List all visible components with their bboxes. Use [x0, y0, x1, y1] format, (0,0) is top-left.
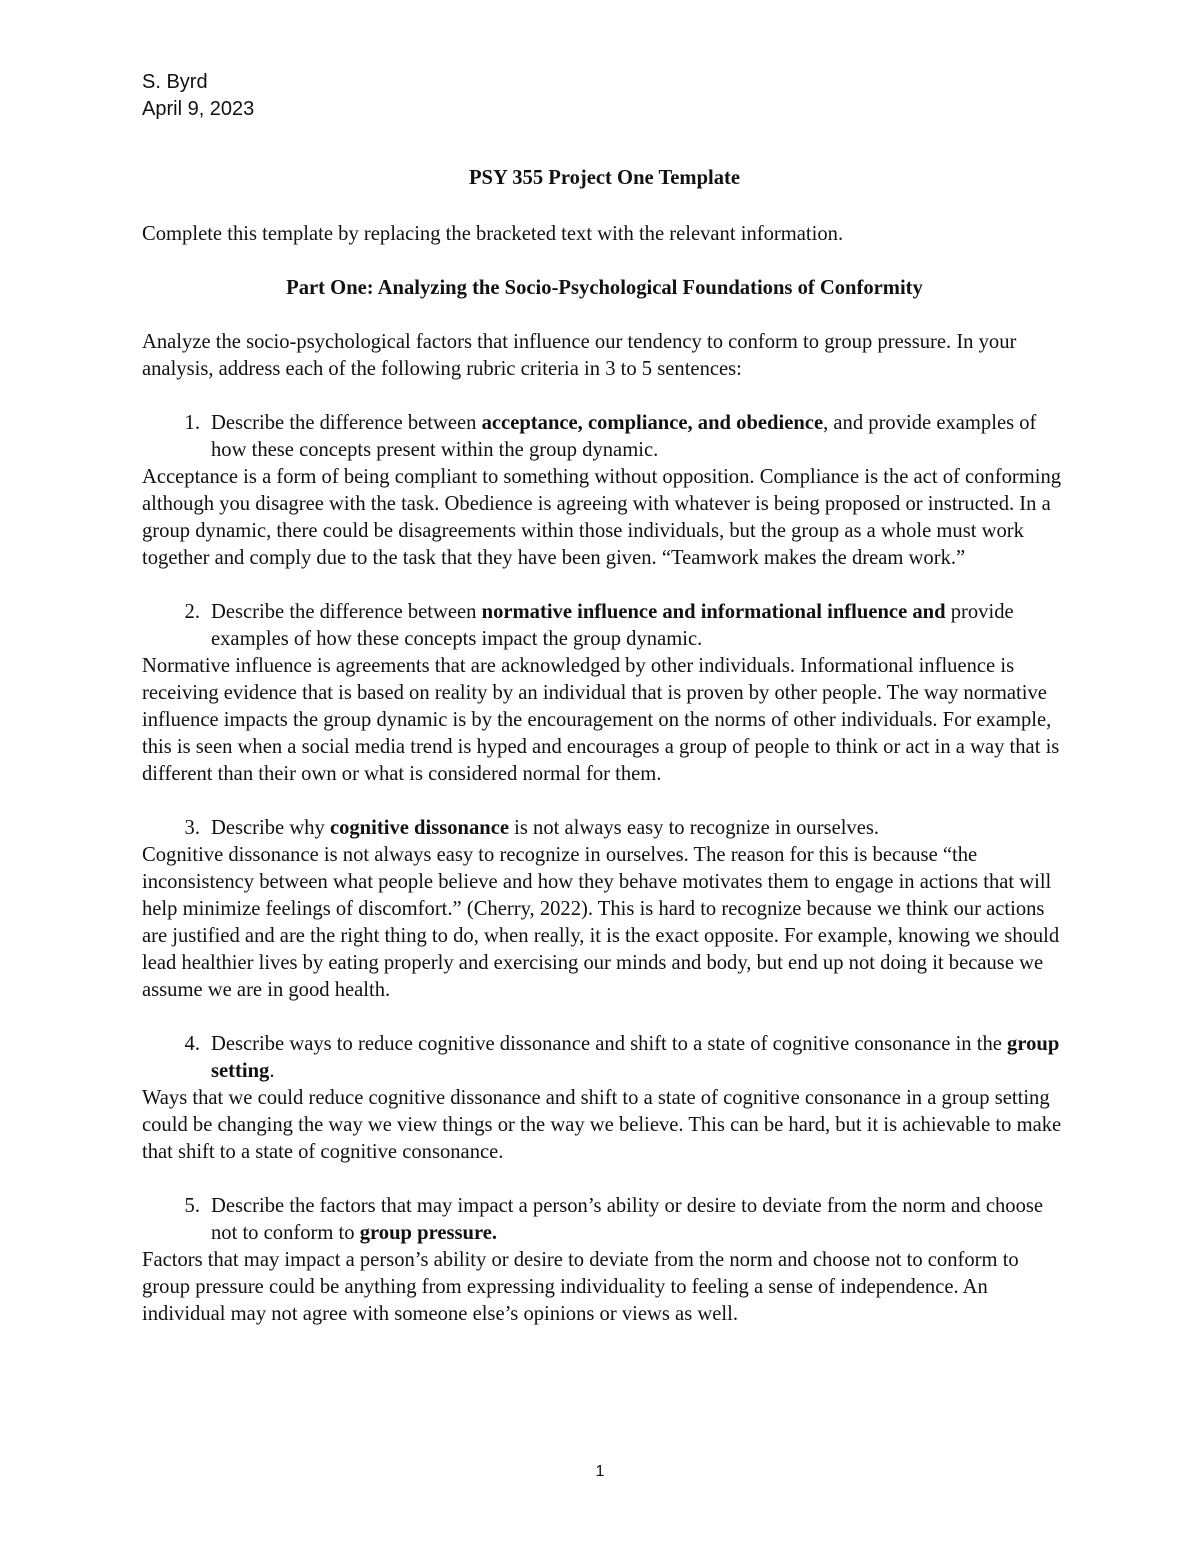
question-prompt [211, 599, 1067, 653]
template-instructions: Complete this template by replacing the bracketed text with the relevant information. [142, 223, 844, 245]
prompt-bold-text: acceptance, compliance, and obedience [481, 412, 824, 434]
part-one-heading: Part One: Analyzing the Socio-Psychological Foundations of Conformity [286, 277, 923, 299]
prompt-bold-text: normative influence and informational influence and [481, 601, 946, 623]
prompt-text: Describe ways to reduce cognitive dissonance and shift to a state of cognitive consonance in the [211, 1033, 1008, 1055]
question-item [142, 1193, 1067, 1247]
question-item [142, 410, 1067, 464]
prompt-bold-text: group setting [211, 1033, 1060, 1082]
question-item [142, 815, 1067, 842]
answer-paragraph: Factors that may impact a person’s ability or desire to deviate from the norm and choose not to conform to group pressure could be anything from expressing individuality to feeling a sense of independence. An individual may not agree with someone else’s opinions or views as well. [142, 1249, 1019, 1325]
prompt-bold-text: group pressure. [359, 1222, 498, 1244]
answer-paragraph: Cognitive dissonance is not always easy to recognize in ourselves. The reason for this is because “the inconsistency between what people believe and how they behave motivates them to engage in actions that will help minimize feelings of discomfort.” (Cherry, 2022). This is hard to recognize because we think our actions are justified and are the right thing to do, when really, it is the exact opposite. For example, knowing we should lead healthier lives by eating properly and exercising our minds and body, but end up not doing it because we assume we are in good health. [142, 844, 1060, 1001]
prompt-text: , and provide examples of how these concepts present within the group dynamic. [211, 412, 1037, 461]
document-header [142, 69, 254, 123]
question-prompt [211, 410, 1067, 464]
question-number: 3. [184, 817, 200, 839]
answer-paragraph: Acceptance is a form of being compliant to something without opposition. Compliance is the act of conforming although you disagree with the task. Obedience is agreeing with whatever is being proposed or instructed. In a group dynamic, there could be disagreements within those individuals, but the group as a whole must work together and comply due to the task that they have been given. “Teamwork makes the dream work.” [142, 466, 1062, 569]
prompt-text: Describe the difference between [211, 601, 482, 623]
question-prompt [211, 815, 1067, 842]
prompt-bold-text: cognitive dissonance [329, 817, 510, 839]
question-number: 2. [184, 601, 200, 623]
author-name: S. Byrd [142, 71, 208, 93]
question-number: 1. [184, 412, 200, 434]
question-item [142, 599, 1067, 653]
document-title: PSY 355 Project One Template [468, 167, 741, 189]
question-number: 5. [184, 1195, 200, 1217]
analysis-instructions: Analyze the socio-psychological factors that influence our tendency to conform to group pressure. In your analysis, address each of the following rubric criteria in 3 to 5 sentences: [142, 331, 1017, 380]
answer-paragraph: Ways that we could reduce cognitive dissonance and shift to a state of cognitive consonance in a group setting could be changing the way we view things or the way we believe. This can be hard, but it is achievable to make that shift to a state of cognitive consonance. [142, 1087, 1062, 1163]
question-prompt [211, 1031, 1067, 1085]
prompt-text: Describe the difference between [211, 412, 482, 434]
page-number: 1 [595, 1463, 605, 1480]
document-body [142, 165, 1067, 1328]
question-prompt [211, 1193, 1067, 1247]
document-date: April 9, 2023 [142, 98, 255, 120]
prompt-text: Describe why [211, 817, 330, 839]
prompt-text: Describe the factors that may impact a person’s ability or desire to deviate from the norm and choose not to conform to [211, 1195, 1044, 1244]
question-number: 4. [184, 1033, 200, 1055]
prompt-text: provide examples of how these concepts impact the group dynamic. [211, 601, 1014, 650]
prompt-text: is not always easy to recognize in ourselves. [509, 817, 880, 839]
prompt-text: . [269, 1060, 275, 1082]
answer-paragraph: Normative influence is agreements that are acknowledged by other individuals. Informational influence is receiving evidence that is based on reality by an individual that is proven by other people. The way normative influence impacts the group dynamic is by the encouragement on the norms of other individuals. For example, this is seen when a social media trend is hyped and encourages a group of people to think or act in a way that is different than their own or what is considered normal for them. [142, 655, 1060, 785]
question-item [142, 1031, 1067, 1085]
